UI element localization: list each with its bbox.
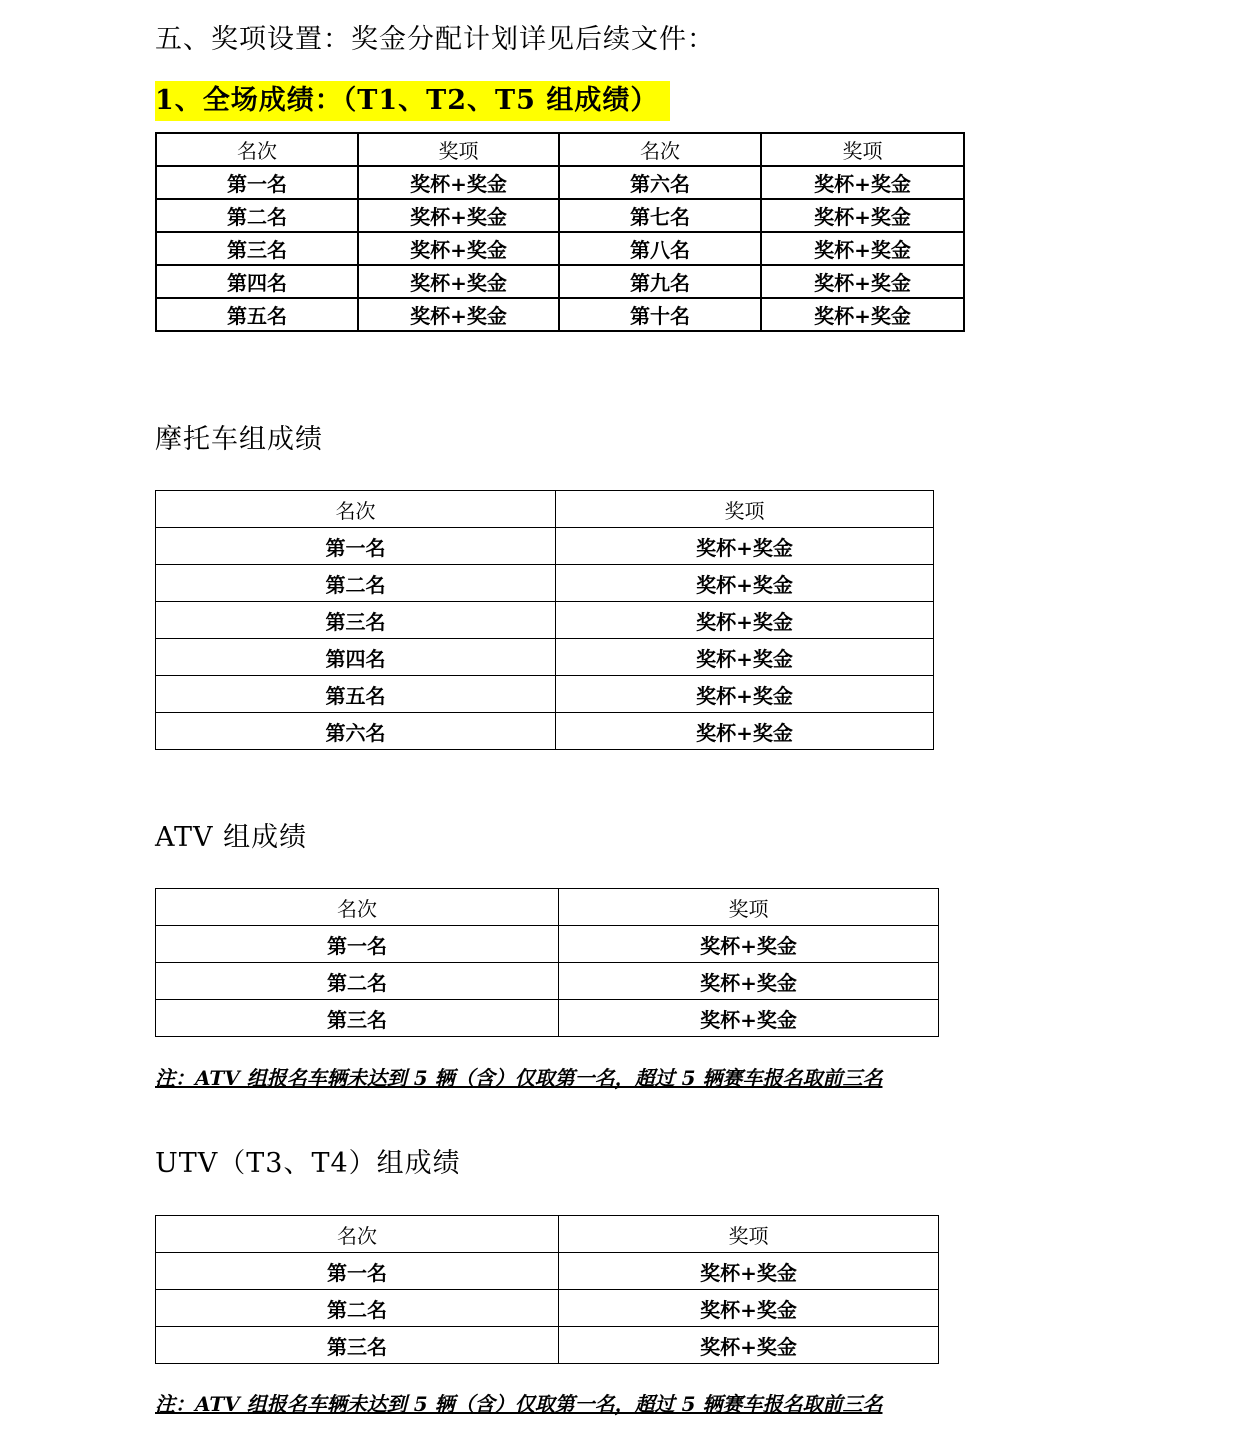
table-header-row — [156, 889, 939, 926]
award-cell: 奖杯+奖金 — [556, 676, 934, 713]
rank-cell: 第一名 — [156, 166, 358, 199]
rank-cell: 第二名 — [156, 963, 559, 1000]
table-row — [156, 963, 939, 1000]
column-header: 名次 — [156, 491, 556, 528]
rank-cell: 第八名 — [559, 232, 761, 265]
award-cell: 奖杯+奖金 — [761, 166, 964, 199]
rank-cell: 第五名 — [156, 298, 358, 331]
rank-cell: 第一名 — [156, 1253, 559, 1290]
award-cell: 奖杯+奖金 — [761, 232, 964, 265]
award-cell: 奖杯+奖金 — [556, 713, 934, 750]
section-heading: 五、奖项设置：奖金分配计划详见后续文件： — [155, 24, 715, 55]
award-cell: 奖杯+奖金 — [358, 265, 559, 298]
table-row — [156, 1327, 939, 1364]
rank-cell: 第七名 — [559, 199, 761, 232]
award-cell: 奖杯+奖金 — [358, 199, 559, 232]
utv-note: 注：ATV 组报名车辆未达到 5 辆（含）仅取第一名，超过 5 辆赛车报名取前三名 — [155, 1392, 883, 1416]
award-cell: 奖杯+奖金 — [559, 1327, 939, 1364]
award-cell: 奖杯+奖金 — [556, 528, 934, 565]
table-row — [156, 528, 934, 565]
award-cell: 奖杯+奖金 — [761, 199, 964, 232]
award-cell: 奖杯+奖金 — [358, 166, 559, 199]
column-header: 奖项 — [556, 491, 934, 528]
award-cell: 奖杯+奖金 — [556, 639, 934, 676]
atv-results-title: ATV 组成绩 — [155, 822, 308, 853]
award-cell: 奖杯+奖金 — [556, 565, 934, 602]
table-row — [156, 265, 964, 298]
rank-cell: 第一名 — [156, 528, 556, 565]
column-header: 名次 — [559, 133, 761, 166]
rank-cell: 第四名 — [156, 265, 358, 298]
rank-cell: 第三名 — [156, 602, 556, 639]
award-cell: 奖杯+奖金 — [559, 1253, 939, 1290]
table-row — [156, 1290, 939, 1327]
column-header: 奖项 — [559, 1216, 939, 1253]
column-header: 名次 — [156, 1216, 559, 1253]
rank-cell: 第三名 — [156, 232, 358, 265]
column-header: 名次 — [156, 889, 559, 926]
rank-cell: 第六名 — [156, 713, 556, 750]
atv-note: 注：ATV 组报名车辆未达到 5 辆（含）仅取第一名，超过 5 辆赛车报名取前三名 — [155, 1066, 883, 1090]
award-cell: 奖杯+奖金 — [559, 926, 939, 963]
rank-cell: 第二名 — [156, 1290, 559, 1327]
table-header-row — [156, 491, 934, 528]
table-row — [156, 298, 964, 331]
rank-cell: 第五名 — [156, 676, 556, 713]
rank-cell: 第二名 — [156, 199, 358, 232]
award-cell: 奖杯+奖金 — [358, 298, 559, 331]
award-cell: 奖杯+奖金 — [559, 1000, 939, 1037]
atv-awards-table — [155, 888, 939, 1037]
table-row — [156, 199, 964, 232]
rank-cell: 第三名 — [156, 1327, 559, 1364]
moto-results-title: 摩托车组成绩 — [155, 424, 323, 455]
table-row — [156, 676, 934, 713]
table-row — [156, 713, 934, 750]
rank-cell: 第十名 — [559, 298, 761, 331]
table-row — [156, 166, 964, 199]
award-cell: 奖杯+奖金 — [556, 602, 934, 639]
award-cell: 奖杯+奖金 — [761, 298, 964, 331]
table-header-row — [156, 133, 964, 166]
rank-cell: 第三名 — [156, 1000, 559, 1037]
rank-cell: 第四名 — [156, 639, 556, 676]
moto-awards-table — [155, 490, 934, 750]
rank-cell: 第一名 — [156, 926, 559, 963]
column-header: 奖项 — [761, 133, 964, 166]
table-row — [156, 602, 934, 639]
award-cell: 奖杯+奖金 — [761, 265, 964, 298]
table-row — [156, 232, 964, 265]
award-cell: 奖杯+奖金 — [358, 232, 559, 265]
table-row — [156, 1000, 939, 1037]
rank-cell: 第六名 — [559, 166, 761, 199]
table-header-row — [156, 1216, 939, 1253]
table-row — [156, 926, 939, 963]
overall-results-title: 1、全场成绩：（T1、T2、T5 组成绩） — [155, 81, 670, 121]
overall-awards-table — [155, 132, 965, 332]
utv-awards-table — [155, 1215, 939, 1364]
rank-cell: 第二名 — [156, 565, 556, 602]
table-row — [156, 565, 934, 602]
table-row — [156, 1253, 939, 1290]
column-header: 奖项 — [559, 889, 939, 926]
column-header: 名次 — [156, 133, 358, 166]
utv-results-title: UTV（T3、T4）组成绩 — [155, 1148, 461, 1179]
column-header: 奖项 — [358, 133, 559, 166]
table-row — [156, 639, 934, 676]
rank-cell: 第九名 — [559, 265, 761, 298]
award-cell: 奖杯+奖金 — [559, 963, 939, 1000]
award-cell: 奖杯+奖金 — [559, 1290, 939, 1327]
